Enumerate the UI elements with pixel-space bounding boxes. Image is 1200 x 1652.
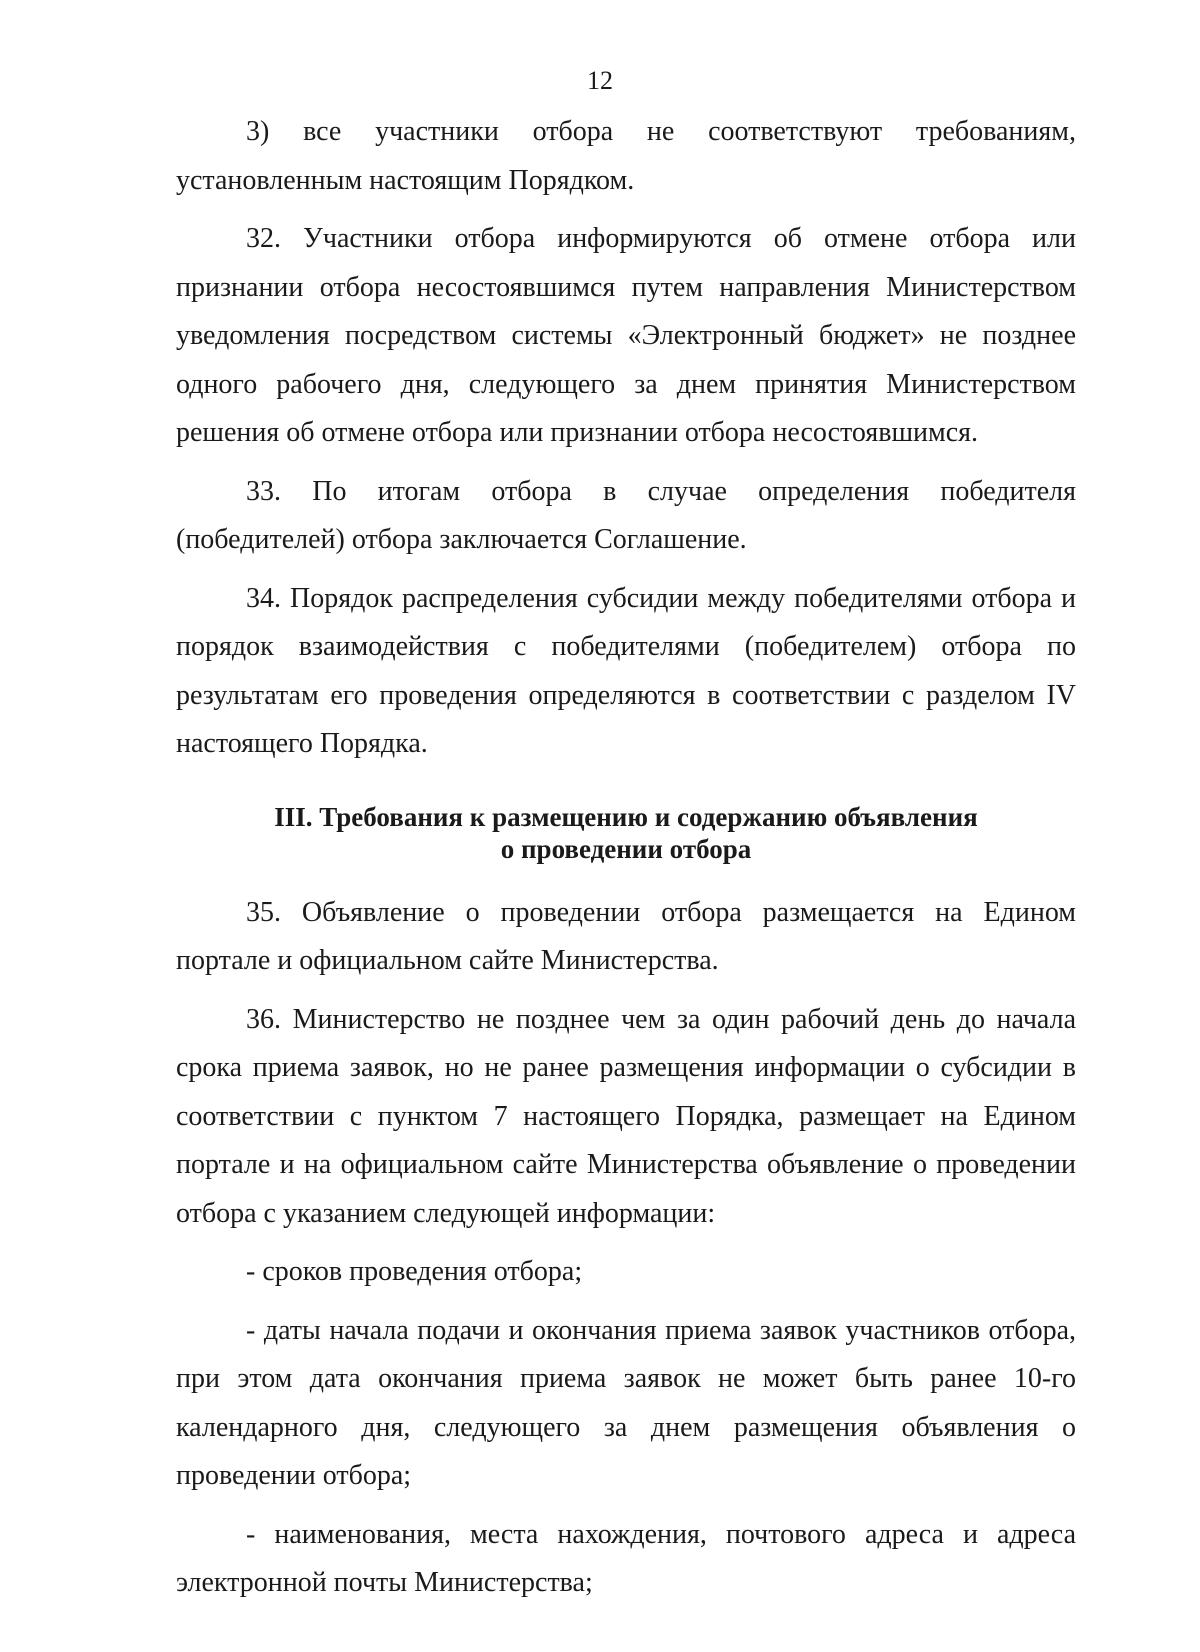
list-item-ministry-contacts: - наименования, места нахождения, почтового адреса и адреса электронной почты Министерства; — [176, 1518, 1076, 1598]
document-body — [176, 108, 1076, 1608]
page-number: 12 — [587, 66, 613, 95]
paragraph-36: 36. Министерство не позднее чем за один рабочий день до начала срока приема заявок, но не ранее размещения информации о субсидии в соответствии с пунктом 7 настоящего Порядка, размещает на Едином портале и на официальном сайте Министерства объявление о проведении отбора с указанием следующей информации: — [176, 1003, 1076, 1229]
paragraph-34: 34. Порядок распределения субсидии между победителями отбора и порядок взаимодействия с победителями (победителем) отбора по результатам его проведения определяются в соответствии с разделом IV настоящего Порядка. — [176, 582, 1076, 759]
paragraph-item-3: 3) все участники отбора не соответствуют требованиям, установленным настоящим Порядком. — [176, 116, 1076, 196]
paragraph-35: 35. Объявление о проведении отбора размещается на Едином портале и официальном сайте Министерства. — [176, 896, 1076, 976]
paragraph-32: 32. Участники отбора информируются об отмене отбора или признании отбора несостоявшимся путем направления Министерством уведомления посредством системы «Электронный бюджет» не позднее одного рабочего дня, следующего за днем принятия Министерством решения об отмене отбора или признании отбора несостоявшимся. — [176, 223, 1076, 448]
section-heading-line-2: о проведении отбора — [500, 833, 752, 864]
section-heading — [176, 801, 1076, 865]
section-heading-line-1: III. Требования к размещению и содержанию объявления — [274, 801, 978, 832]
paragraph-33: 33. По итогам отбора в случае определения победителя (победителей) отбора заключается Соглашение. — [176, 475, 1076, 555]
list-item-dates: - даты начала подачи и окончания приема заявок участников отбора, при этом дата окончания приема заявок не может быть ранее 10-го календарного дня, следующего за днем размещения объявления о проведении отбора; — [176, 1314, 1076, 1491]
list-item-deadlines: - сроков проведения отбора; — [246, 1256, 583, 1287]
